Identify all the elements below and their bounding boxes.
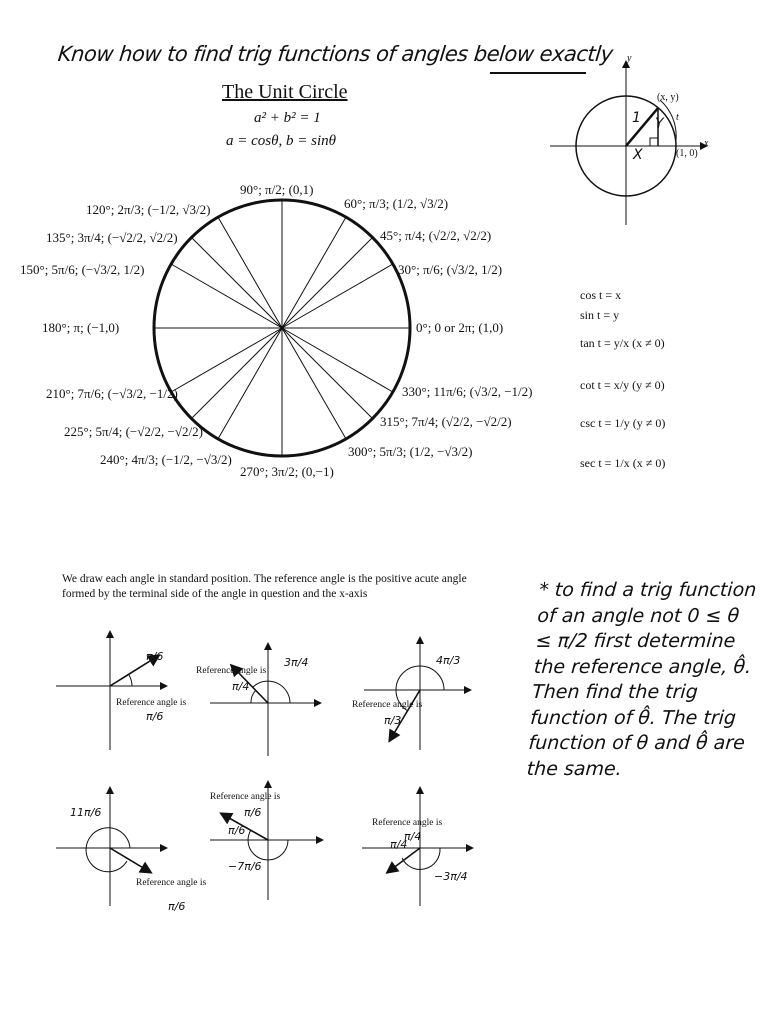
example-6-angle: −3π/4 xyxy=(434,870,468,883)
angle-label-330: 330°; 11π/6; (√3/2, −1/2) xyxy=(402,384,533,399)
definition-sin: sin t = y xyxy=(580,308,620,322)
angle-label-150: 150°; 5π/6; (−√3/2, 1/2) xyxy=(20,262,145,277)
example-1-angle: π/6 xyxy=(146,650,164,663)
spoke-150 xyxy=(171,264,282,328)
definition-csc: csc t = 1/y (y ≠ 0) xyxy=(580,416,666,430)
example-6-ref-label: Reference angle is xyxy=(372,818,443,828)
definition-cot: cot t = x/y (y ≠ 0) xyxy=(580,378,665,392)
angle-label-135: 135°; 3π/4; (−√2/2, √2/2) xyxy=(46,230,178,245)
example-3-ref-label: Reference angle is xyxy=(352,700,423,710)
angle-label-240: 240°; 4π/3; (−1/2, −√3/2) xyxy=(100,452,232,467)
example-6-inner: π/4 xyxy=(390,838,408,851)
handwritten-note: * to find a trig function of an angle not 0 ≤ θ ≤ π/2 first determine the reference angle, θ̂. Then find the trig function of θ̂. The trig function of θ and θ̂ are the same. xyxy=(526,579,758,780)
spoke-210 xyxy=(171,328,282,392)
angle-label-300: 300°; 5π/3; (1/2, −√3/2) xyxy=(348,444,473,459)
example-1-ref-label: Reference angle is xyxy=(116,698,187,708)
definition-tan: tan t = y/x (x ≠ 0) xyxy=(580,336,665,350)
x-axis-label: x xyxy=(704,138,709,149)
example-3-angle: 4π/3 xyxy=(436,654,461,667)
example-5-ref-value: π/6 xyxy=(244,806,262,819)
y-axis-label: y xyxy=(627,53,632,64)
spoke-225 xyxy=(192,328,283,419)
example-2-ref-value: π/4 xyxy=(232,680,250,693)
unit-circle-equation: a² + b² = 1 xyxy=(254,110,321,126)
example-5-angle: −7π/6 xyxy=(228,860,262,873)
one-zero-label: (1, 0) xyxy=(676,148,698,159)
example-4-ref-label: Reference angle is xyxy=(136,878,207,888)
example-1-ref-value: π/6 xyxy=(146,710,164,723)
t-label: t xyxy=(676,112,679,123)
spoke-30 xyxy=(282,264,393,328)
page-title: Know how to find trig functions of angles below exactly xyxy=(56,42,614,66)
example-5-inner: π/6 xyxy=(228,824,246,837)
definition-cos: cos t = x xyxy=(580,288,622,302)
angle-label-315: 315°; 7π/4; (√2/2, −√2/2) xyxy=(380,414,512,429)
angle-label-60: 60°; π/3; (1/2, √3/2) xyxy=(344,196,449,211)
spoke-330 xyxy=(282,328,393,392)
spoke-135 xyxy=(192,238,283,329)
example-2-angle: 3π/4 xyxy=(284,656,309,669)
example-4-angle: 11π/6 xyxy=(70,806,102,819)
example-6-ref-value: π/4 xyxy=(404,830,422,843)
angle-label-45: 45°; π/4; (√2/2, √2/2) xyxy=(380,228,492,243)
example-5-ref-label: Reference angle is xyxy=(210,792,281,802)
spoke-45 xyxy=(282,238,373,329)
small-circle-diagram xyxy=(550,62,709,225)
spoke-60 xyxy=(282,217,346,328)
example-4-ref-value: π/6 xyxy=(168,900,186,913)
angle-label-0: 0°; 0 or 2π; (1,0) xyxy=(416,320,504,335)
spoke-120 xyxy=(218,217,282,328)
hand-x-label: X xyxy=(633,147,643,163)
hand-y-label: Y xyxy=(655,116,664,132)
angle-label-120: 120°; 2π/3; (−1/2, √3/2) xyxy=(86,202,211,217)
angle-label-30: 30°; π/6; (√3/2, 1/2) xyxy=(398,262,503,277)
unit-circle-heading: The Unit Circle xyxy=(222,81,348,103)
reference-angle-description: We draw each angle in standard position. The reference angle is the positive acute angle formed by the terminal side of the angle in question and the x-axis xyxy=(62,573,467,600)
angle-label-270: 270°; 3π/2; (0,−1) xyxy=(240,464,334,479)
example-3-ref-value: π/3 xyxy=(384,714,402,727)
angle-label-210: 210°; 7π/6; (−√3/2, −1/2) xyxy=(46,386,178,401)
hand-one-label: 1 xyxy=(632,110,641,126)
point-label: (x, y) xyxy=(657,92,679,103)
spoke-315 xyxy=(282,328,373,419)
spoke-300 xyxy=(282,328,346,439)
example-2-ref-label: Reference angle is xyxy=(196,666,267,676)
angle-label-225: 225°; 5π/4; (−√2/2, −√2/2) xyxy=(64,424,203,439)
definition-sec: sec t = 1/x (x ≠ 0) xyxy=(580,456,666,470)
unit-circle-diagram xyxy=(154,200,410,456)
angle-label-180: 180°; π; (−1,0) xyxy=(42,320,120,335)
unit-circle-definitions-equation: a = cosθ, b = sinθ xyxy=(226,133,336,149)
angle-label-90: 90°; π/2; (0,1) xyxy=(240,182,314,197)
spoke-240 xyxy=(218,328,282,439)
